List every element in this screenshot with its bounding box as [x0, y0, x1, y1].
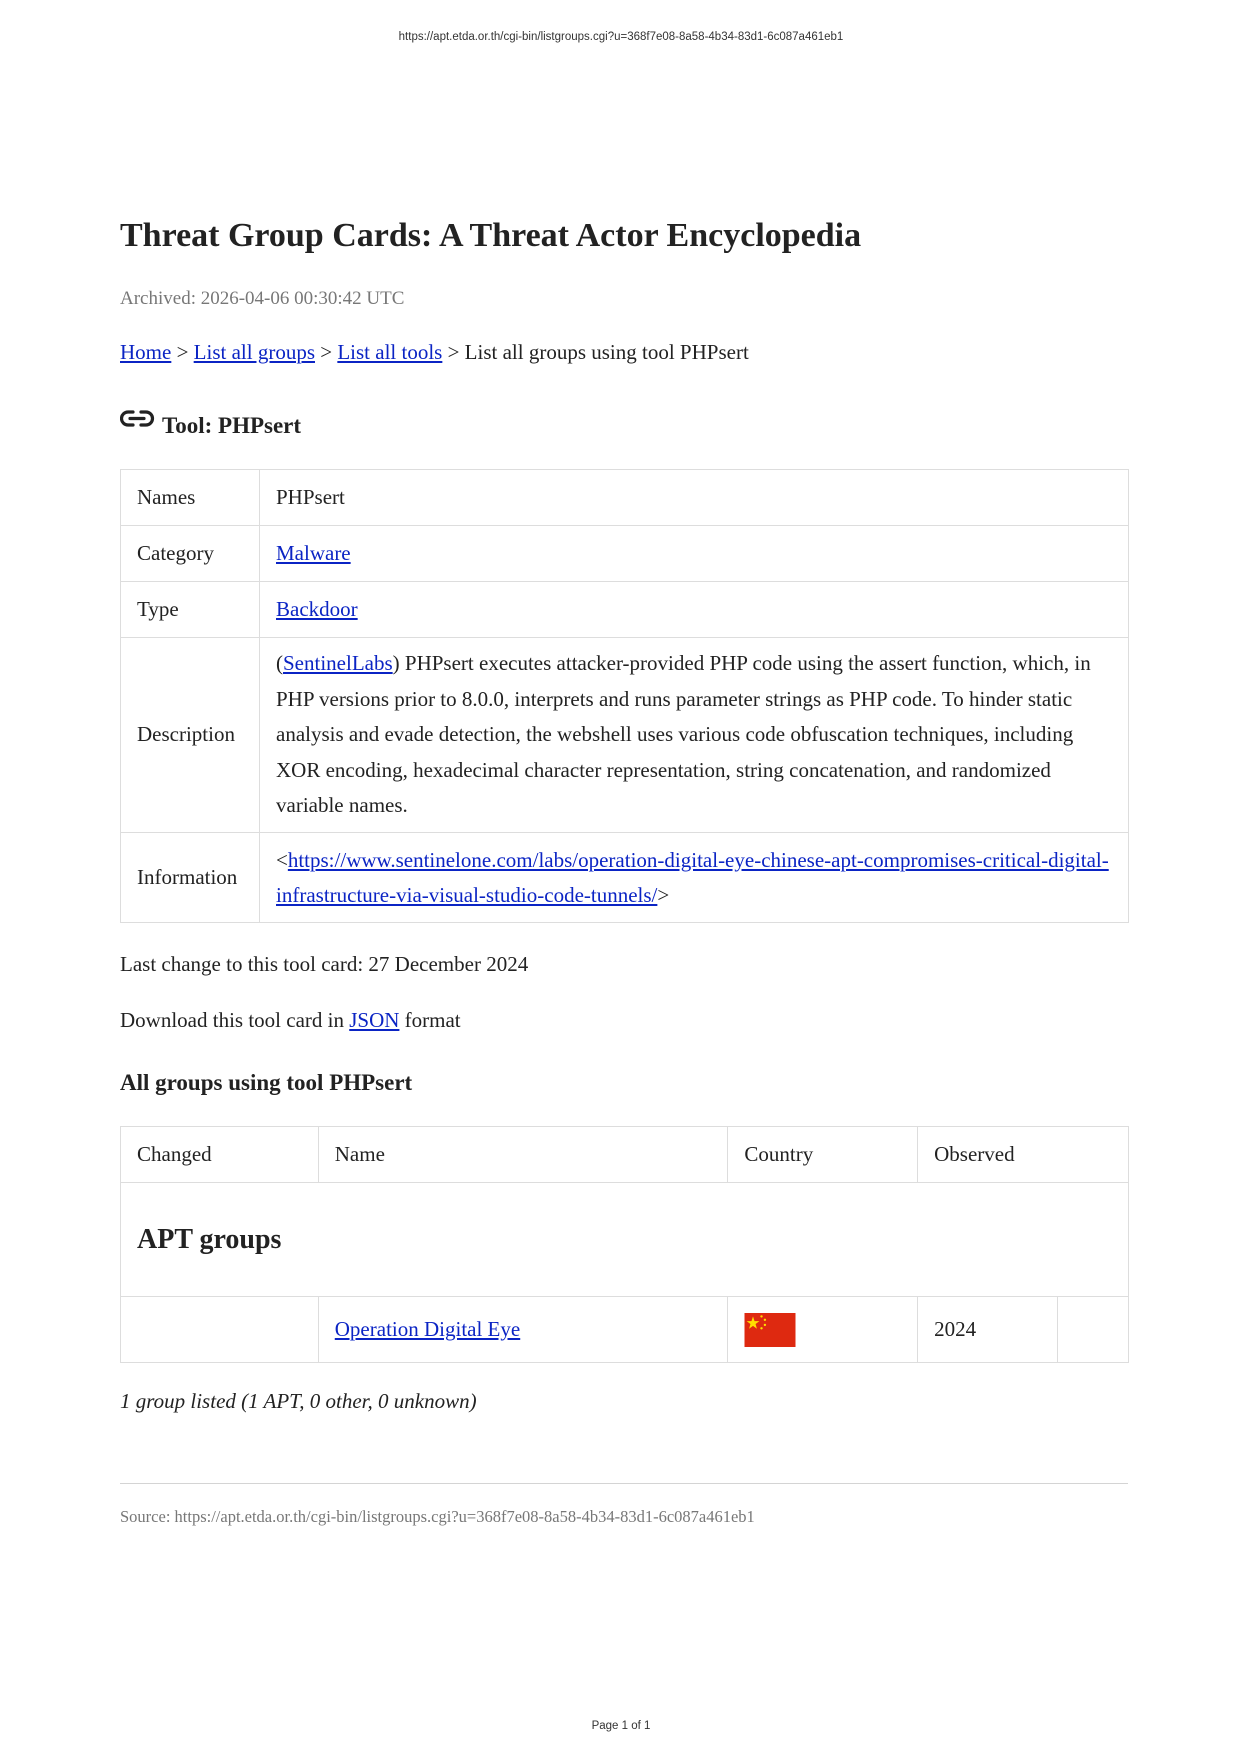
- category-row: [121, 526, 1129, 582]
- header-observed: Observed: [918, 1127, 1129, 1183]
- breadcrumb-current: > List all groups using tool PHPsert: [442, 340, 749, 364]
- information-url-link[interactable]: https://www.sentinelone.com/labs/operation-digital-eye-chinese-apt-compromises-critical-digital-infrastructure-via-visual-studio-code-tunnels/: [276, 847, 1109, 907]
- breadcrumb-separator: >: [171, 340, 194, 364]
- information-open-bracket: <: [276, 847, 288, 872]
- print-footer-page-number: Page 1 of 1: [591, 1720, 651, 1732]
- divider: [120, 1483, 1128, 1484]
- breadcrumb: [120, 337, 749, 367]
- row-name-cell: [318, 1297, 728, 1363]
- names-row: [121, 470, 1129, 526]
- download-prefix: Download this tool card in: [120, 1008, 350, 1032]
- description-row: [121, 638, 1129, 833]
- information-row: [121, 833, 1129, 923]
- row-country-cell: [728, 1297, 918, 1363]
- tool-info-table: [120, 469, 1129, 923]
- type-row: [121, 582, 1129, 638]
- groups-summary: 1 group listed (1 APT, 0 other, 0 unknown): [120, 1389, 477, 1413]
- tool-heading: [120, 406, 301, 446]
- category-cell: [260, 526, 1129, 582]
- archived-timestamp: Archived: 2026-04-06 00:30:42 UTC: [120, 288, 405, 309]
- tool-heading-text: Tool: PHPsert: [162, 413, 302, 438]
- description-text: ) PHPsert executes attacker-provided PHP code using the assert function, which, in PHP versions prior to 8.0.0, interprets and runs parameter strings as PHP code. To hinder static analysis and evade detection, the webshell uses various code obfuscation techniques, including XOR encoding, hexadecimal character representation, string concatenation, and randomized variable names.: [276, 651, 1091, 818]
- last-change-text: Last change to this tool card: 27 December 2024: [120, 952, 529, 976]
- sentinellabs-link[interactable]: SentinelLabs: [283, 651, 393, 676]
- header-changed: Changed: [121, 1127, 319, 1183]
- row-observed: 2024: [918, 1297, 1058, 1363]
- information-label: Information: [121, 833, 260, 923]
- category-malware-link[interactable]: Malware: [276, 541, 351, 565]
- link-icon: [120, 404, 156, 428]
- description-open-paren: (: [276, 651, 283, 676]
- type-label: Type: [121, 582, 260, 638]
- china-flag-icon: [744, 1313, 901, 1347]
- json-download-link[interactable]: JSON: [349, 1008, 400, 1032]
- description-value: [260, 638, 1129, 833]
- groups-table-header: [121, 1127, 1129, 1183]
- breadcrumb-home-link[interactable]: Home: [120, 340, 172, 364]
- source-url: Source: https://apt.etda.or.th/cgi-bin/listgroups.cgi?u=368f7e08-8a58-4b34-83d1-6c087a461eb1: [120, 1507, 755, 1526]
- description-label: Description: [121, 638, 260, 833]
- download-suffix: format: [399, 1008, 461, 1032]
- category-label: Category: [121, 526, 260, 582]
- table-row: [121, 1297, 1129, 1363]
- group-link-operation-digital-eye[interactable]: Operation Digital Eye: [334, 1317, 521, 1341]
- print-header-url: https://apt.etda.or.th/cgi-bin/listgroups.cgi?u=368f7e08-8a58-4b34-83d1-6c087a461eb1: [398, 31, 844, 43]
- download-line: [120, 1005, 461, 1035]
- names-label: Names: [121, 470, 260, 526]
- names-value: PHPsert: [260, 470, 1129, 526]
- information-close-bracket: >: [657, 882, 670, 907]
- row-extra: [1058, 1297, 1129, 1363]
- apt-groups-section-row: [121, 1183, 1129, 1297]
- breadcrumb-list-tools-link[interactable]: List all tools: [337, 340, 443, 364]
- breadcrumb-separator: >: [315, 340, 338, 364]
- row-changed: [121, 1297, 319, 1363]
- groups-table: [120, 1126, 1129, 1363]
- apt-groups-label: APT groups: [137, 1223, 282, 1255]
- header-country: Country: [728, 1127, 918, 1183]
- header-name: Name: [318, 1127, 728, 1183]
- type-backdoor-link[interactable]: Backdoor: [276, 597, 358, 621]
- page-title: Threat Group Cards: A Threat Actor Encyclopedia: [120, 217, 862, 254]
- type-cell: [260, 582, 1129, 638]
- groups-heading: All groups using tool PHPsert: [120, 1070, 413, 1095]
- information-value: [260, 833, 1129, 923]
- apt-groups-section: [121, 1183, 1129, 1297]
- breadcrumb-list-groups-link[interactable]: List all groups: [193, 340, 315, 364]
